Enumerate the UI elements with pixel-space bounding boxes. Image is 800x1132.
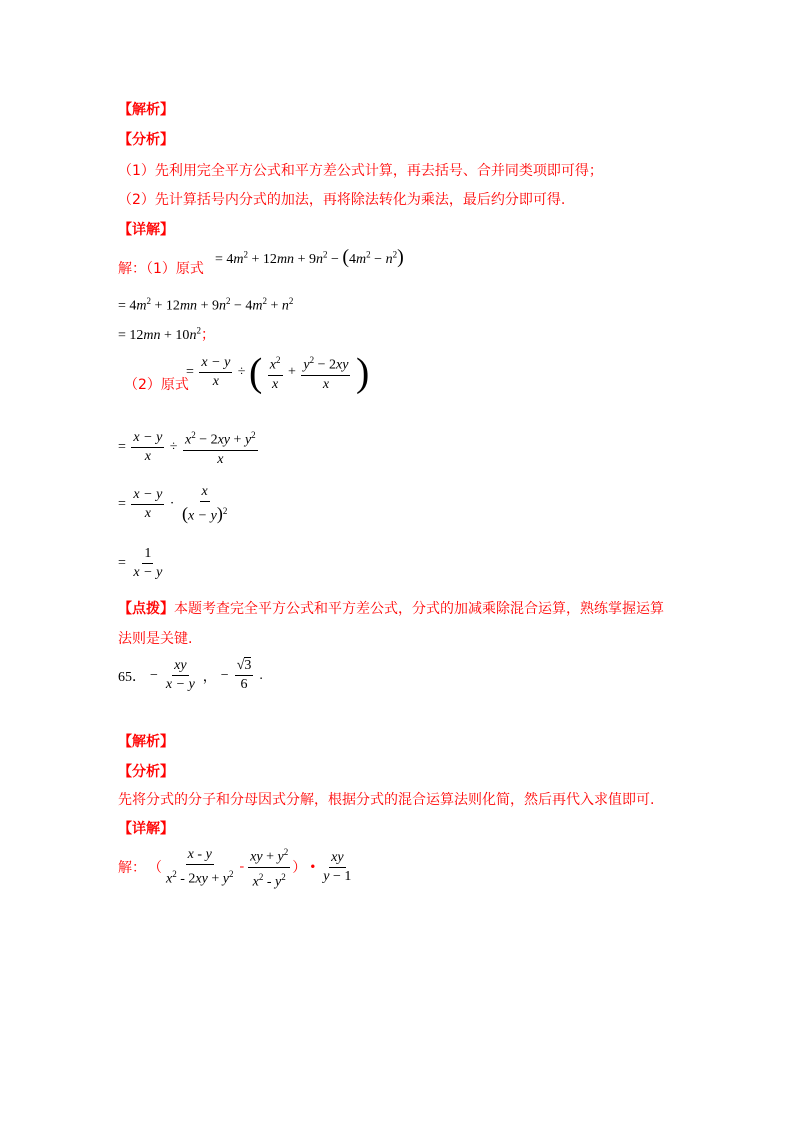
dianbo-tag: 【点拨】 <box>118 601 174 617</box>
dianbo-line-1 <box>118 598 664 618</box>
xiangjie-heading-1: 【详解】 <box>118 222 174 238</box>
solution-2-prefix: （2）原式 <box>124 377 189 393</box>
fenxi-heading-1: 【分析】 <box>118 132 174 148</box>
semicolon: ； <box>200 327 215 343</box>
solution-1-line-2: = $4m^2 + 12mn + 9n^2 - 4m^2 + n^2$ <box>118 296 294 314</box>
jiexi-heading-1: 【解析】 <box>118 102 174 118</box>
dianbo-line-2: 法则是关键. <box>118 631 193 647</box>
solution-2-line-3: = $\frac{x - y}{x}$ · $\frac{x}{(x - y)^2}$ <box>118 484 228 524</box>
q65-answer: 65． − $\frac{xy}{x - y}$ ， − $\frac{√3}{6}$ . <box>118 658 263 692</box>
solution-2-line-4: = $\frac{1}{x - y}$ <box>118 546 163 580</box>
solution-1-prefix: 解：（1）原式 <box>118 261 204 277</box>
q65-solution-prefix: 解： <box>118 860 146 877</box>
q65-number: 65． <box>118 669 146 685</box>
dianbo-text: 本题考查完全平方公式和平方差公式，分式的加减乘除混合运算，熟练掌握运算 <box>174 601 664 617</box>
solution-1-line-1: = $4m^2 + 12mn + 9n^2 - (4m^2 - n^2)$ <box>215 246 404 268</box>
q65-solution: 解： （ $\frac{x - y}{x^2 - 2xy + y^2}$ - $\frac{xy + y^2}{x^2 - y^2}$ ） • $\frac{xy}{y - 1}$ <box>118 844 355 890</box>
fenxi-line-1: （1）先利用完全平方公式和平方差公式计算，再去括号、合并同类项即可得； <box>118 163 603 179</box>
jiexi-heading-2: 【解析】 <box>118 734 174 750</box>
solution-2-line-2: = $\frac{x - y}{x}$ ÷ $\frac{x^2 - 2xy + y^2}{x}$ <box>118 427 260 468</box>
solution-1-line-3: = $12mn + 10n^2$； <box>118 325 215 343</box>
fenxi-heading-2: 【分析】 <box>118 764 174 780</box>
fenxi-line-3: 先将分式的分子和分母因式分解，根据分式的混合运算法则化简，然后再代入求值即可. <box>118 792 655 808</box>
solution-2-line-1: = $\frac{x - y}{x}$ ÷ ( $\frac{x^2}{x}$ + $\frac{y^2 - 2xy}{x}$ ) <box>186 349 370 395</box>
fenxi-line-2: （2）先计算括号内分式的加法，再将除法转化为乘法，最后约分即可得. <box>118 192 566 208</box>
xiangjie-heading-2: 【详解】 <box>118 821 174 837</box>
